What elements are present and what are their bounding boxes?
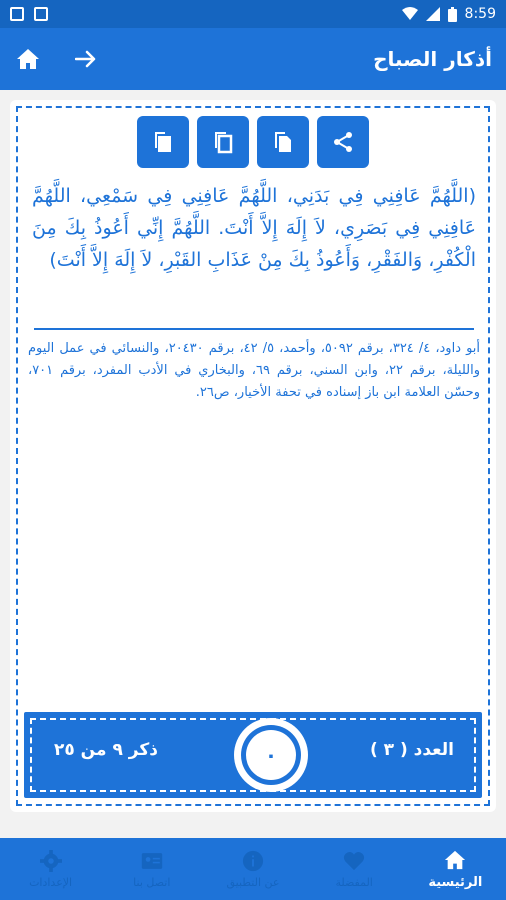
share-button[interactable]: [317, 116, 369, 168]
nav-item-about[interactable]: [208, 850, 298, 889]
nav-label-home: الرئيسية: [428, 874, 483, 890]
notification-icon: [10, 7, 24, 21]
home-icon: [444, 849, 466, 871]
wifi-icon: [402, 7, 418, 21]
home-icon: [16, 48, 40, 70]
counter-value: ٠: [246, 730, 296, 780]
share-icon: [332, 131, 354, 153]
nav-item-contact[interactable]: [107, 850, 197, 889]
file-copy-icon: [272, 130, 294, 154]
nav-item-settings[interactable]: [6, 850, 96, 889]
status-time: 8:59: [464, 6, 496, 22]
heart-icon: [343, 850, 365, 872]
dhikr-card: [10, 100, 496, 812]
progress-label: ذكر ٩ من ٢٥: [54, 740, 158, 760]
counter-panel: [24, 712, 482, 798]
app-bar: [0, 28, 506, 90]
nav-item-favorites[interactable]: [309, 850, 399, 889]
copy-icon: [152, 130, 174, 154]
home-button[interactable]: [14, 45, 42, 73]
duplicate-icon: [212, 130, 234, 154]
nav-label-contact: اتصل بنا: [133, 875, 171, 889]
repeat-count-label: العدد ( ٣ ): [369, 740, 454, 760]
counter-button[interactable]: [234, 718, 308, 792]
status-bar: [0, 0, 506, 28]
gear-icon: [40, 850, 62, 872]
signal-icon: [426, 7, 440, 21]
nav-label-favorites: المفضلة: [335, 875, 373, 889]
bottom-nav: [0, 838, 506, 900]
forward-button[interactable]: [72, 45, 100, 73]
copy-reference-button[interactable]: [257, 116, 309, 168]
dhikr-reference: أبو داود، ٤/ ٣٢٤، برقم ٥٠٩٢، وأحمد، ٥/ ٤٢، برقم ٢٠٤٣٠، والنسائي في عمل اليوم والليلة، برقم ٢٢، وابن السني، برقم ٦٩، والبخاري في الأدب المفرد، برقم ٧٠١، وحسّن العلامة ابن باز إسناده في تحفة الأخيار، ص٢٦.: [28, 341, 481, 400]
arrow-right-icon: [75, 50, 97, 68]
contact-card-icon: [141, 850, 163, 872]
copy-all-button[interactable]: [197, 116, 249, 168]
dhikr-text: (اللَّهُمَّ عَافِنِي فِي بَدَنِي، اللَّهُمَّ عَافِنِي فِي سَمْعِي، اللَّهُمَّ عَافِنِي فِي بَصَرِي، لاَ إِلَهَ إِلاَّ أَنْتَ. اللَّهُمَّ إِنِّي أَعُوذُ بِكَ مِنَ الْكُفْرِ، وَالفَقْرِ، وَأَعُوذُ بِكَ مِنْ عَذَابِ القَبْرِ، لاَ إِلَهَ إِلاَّ أَنْتَ): [32, 185, 476, 271]
divider: [34, 328, 474, 330]
info-icon: [242, 850, 264, 872]
app-notification-icon: [34, 7, 48, 21]
battery-icon: [448, 7, 457, 22]
page-title: أذكار الصباح: [373, 47, 492, 71]
nav-label-settings: الإعدادات: [29, 875, 73, 889]
nav-item-home[interactable]: [410, 849, 500, 890]
action-buttons: [10, 116, 496, 168]
nav-label-about: عن التطبيق: [226, 875, 280, 889]
counter-ring: [241, 725, 301, 785]
copy-text-button[interactable]: [137, 116, 189, 168]
